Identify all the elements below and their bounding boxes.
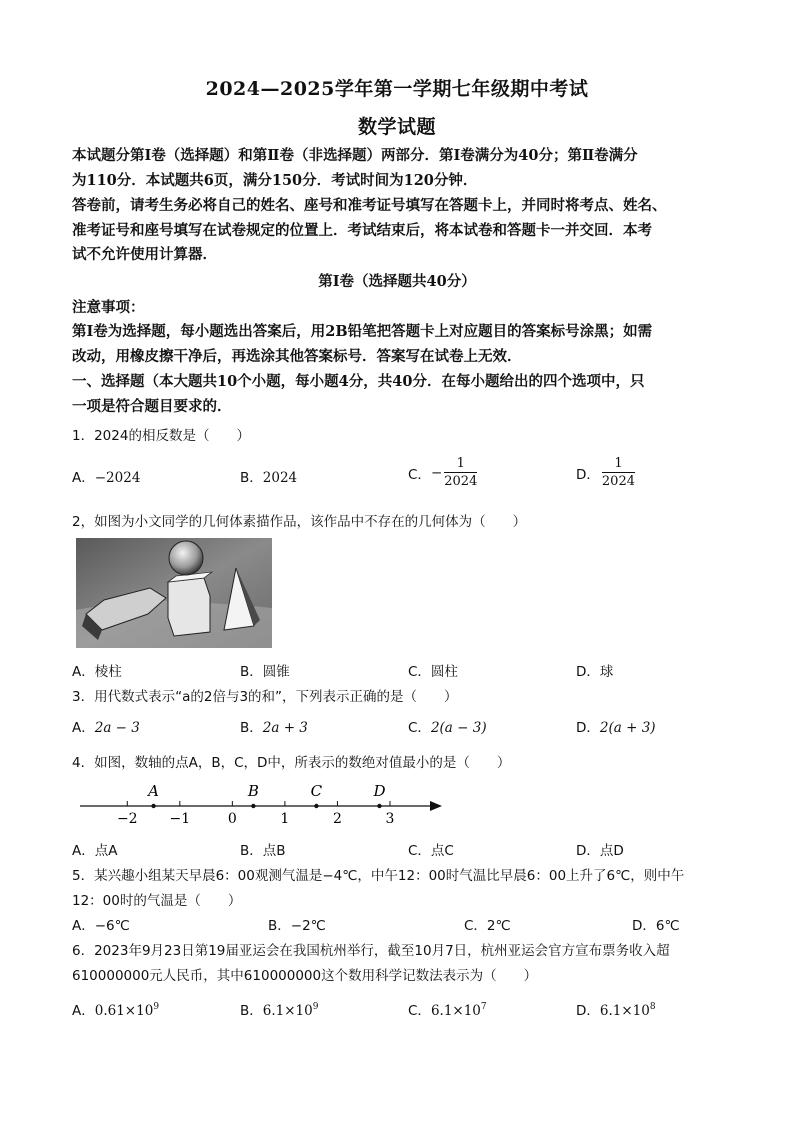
denominator: 2024 bbox=[601, 474, 635, 489]
notes-title: 注意事项： bbox=[72, 299, 145, 316]
question-4-stem: 4．如图，数轴的点A，B，C，D中，所表示的数绝对值最小的是（ ） bbox=[72, 755, 511, 771]
option-label: D． bbox=[576, 720, 600, 736]
option-base: 6.1×10 bbox=[599, 1003, 650, 1019]
section-heading: 第Ⅰ卷（选择题共40分） bbox=[318, 273, 476, 290]
intro-line: 准考证号和座号填写在试卷规定的位置上．考试结束后，将本试卷和答题卡一并交回．本考 bbox=[72, 221, 652, 239]
exam-title: 2024—2025学年第一学期七年级期中考试 bbox=[205, 78, 589, 100]
tick-label: −2 bbox=[116, 811, 138, 826]
notes-text bbox=[72, 320, 732, 369]
tick-label: 2 bbox=[332, 811, 342, 826]
number-line-svg bbox=[76, 776, 448, 826]
q2-option-b: B．圆锥 bbox=[240, 664, 290, 680]
option-exponent: 9 bbox=[153, 1002, 160, 1012]
question-1-stem: 1．2024的相反数是（ ） bbox=[72, 428, 250, 444]
q2-option-c: C．圆柱 bbox=[408, 664, 458, 680]
q1-option-a bbox=[72, 466, 140, 486]
number-line-figure bbox=[76, 776, 448, 830]
point-label: B bbox=[247, 782, 259, 800]
axis-arrow bbox=[430, 801, 442, 811]
part-line: 一、选择题（本大题共10个小题，每小题4分，共40分．在每小题给出的四个选项中，只 bbox=[72, 373, 645, 390]
subject-title: 数学试题 bbox=[357, 116, 436, 138]
option-label: C． bbox=[408, 720, 431, 736]
part-one-heading bbox=[72, 370, 732, 419]
part-line: 一项是符合题目要求的． bbox=[72, 397, 232, 415]
sphere-shape bbox=[169, 541, 203, 575]
q4-option-a: A．点A bbox=[72, 843, 118, 859]
point-label: C bbox=[310, 782, 323, 800]
option-label: C． bbox=[408, 467, 431, 483]
option-label: B． bbox=[240, 720, 263, 736]
q1-option-d bbox=[576, 456, 635, 490]
q6-option-a bbox=[72, 999, 159, 1019]
option-base: 0.61×10 bbox=[94, 1003, 154, 1019]
option-base: 6.1×10 bbox=[262, 1003, 313, 1019]
fraction bbox=[444, 456, 477, 490]
sketch-svg bbox=[76, 538, 272, 648]
point-b bbox=[251, 804, 255, 808]
option-value: 2a + 3 bbox=[262, 720, 308, 736]
numerator: 1 bbox=[444, 456, 477, 473]
q2-option-d: D．球 bbox=[576, 664, 614, 680]
numerator: 1 bbox=[602, 456, 635, 473]
option-label: B． bbox=[240, 1003, 263, 1019]
q5-option-d: D．6℃ bbox=[632, 918, 680, 934]
q3-option-c bbox=[408, 716, 487, 736]
q5-option-b: B．−2℃ bbox=[268, 918, 326, 934]
q1-option-b bbox=[240, 466, 297, 486]
option-value: 2024 bbox=[262, 470, 298, 486]
denominator: 2024 bbox=[444, 474, 478, 489]
option-exponent: 8 bbox=[649, 1002, 656, 1012]
option-label: A． bbox=[72, 720, 95, 736]
intro-line: 试不允许使用计算器． bbox=[72, 246, 217, 263]
q6-option-c bbox=[408, 999, 487, 1019]
option-value: 2(a + 3) bbox=[599, 720, 656, 736]
question-5-stem-line-1: 5．某兴趣小组某天早晨6：00观测气温是−4℃，中午12：00时气温比早晨6：00上升了6℃，则中午 bbox=[72, 868, 685, 884]
question-6-stem-line-2: 610000000元人民币，其中610000000这个数用科学记数法表示为（ ） bbox=[72, 968, 538, 984]
notes-line: 第Ⅰ卷为选择题，每小题选出答案后，用2B铅笔把答题卡上对应题目的答案标号涂黑；如需 bbox=[72, 323, 653, 340]
q3-option-b bbox=[240, 716, 308, 736]
intro-line: 答卷前，请考生务必将自己的姓名、座号和准考证号填写在答题卡上，并同时将考点、姓名、 bbox=[72, 197, 667, 214]
intro-line: 为110分．本试题共6页，满分150分．考试时间为120分钟． bbox=[72, 171, 478, 189]
option-label: D． bbox=[576, 467, 600, 483]
question-6-stem-line-1: 6．2023年9月23日第19届亚运会在我国杭州举行，截至10月7日，杭州亚运会官方宣布票务收入超 bbox=[72, 943, 670, 959]
option-label: A． bbox=[72, 470, 95, 486]
q4-option-b: B．点B bbox=[240, 843, 286, 859]
q3-option-d bbox=[576, 716, 656, 736]
fraction bbox=[602, 456, 635, 490]
q2-option-a: A．棱柱 bbox=[72, 664, 122, 680]
option-exponent: 9 bbox=[312, 1002, 319, 1012]
option-label: D． bbox=[576, 1003, 600, 1019]
option-label: C． bbox=[408, 1003, 431, 1019]
tick-label: 0 bbox=[227, 811, 237, 826]
q1-option-c bbox=[408, 456, 477, 490]
q5-option-c: C．2℃ bbox=[464, 918, 511, 934]
q4-option-d: D．点D bbox=[576, 843, 624, 859]
q6-option-d bbox=[576, 999, 656, 1019]
q6-option-b bbox=[240, 999, 318, 1019]
point-a bbox=[151, 804, 155, 808]
point-label: D bbox=[373, 782, 386, 800]
option-value: −2024 bbox=[94, 470, 141, 486]
option-label: A． bbox=[72, 1003, 95, 1019]
question-5-stem-line-2: 12：00时的气温是（ ） bbox=[72, 893, 242, 909]
notes-line: 改动，用橡皮擦干净后，再选涂其他答案标号．答案写在试卷上无效． bbox=[72, 347, 522, 365]
point-d bbox=[377, 804, 381, 808]
question-2-stem: 2，如图为小文同学的几何体素描作品，该作品中不存在的几何体为（ ） bbox=[72, 514, 527, 530]
geometry-sketch-image bbox=[76, 538, 272, 648]
intro-paragraph-1 bbox=[72, 144, 732, 193]
option-exponent: 7 bbox=[480, 1002, 487, 1012]
option-value: 2a − 3 bbox=[94, 720, 140, 736]
option-base: 6.1×10 bbox=[430, 1003, 481, 1019]
tick-label: −1 bbox=[169, 811, 191, 826]
tick-label: 3 bbox=[385, 811, 395, 826]
point-label: A bbox=[148, 782, 159, 800]
intro-line: 本试题分第Ⅰ卷（选择题）和第Ⅱ卷（非选择题）两部分．第Ⅰ卷满分为40分；第Ⅱ卷满分 bbox=[72, 147, 638, 164]
cube-shape bbox=[168, 578, 210, 636]
q4-option-c: C．点C bbox=[408, 843, 454, 859]
q3-option-a bbox=[72, 716, 140, 736]
option-sign: − bbox=[430, 465, 443, 481]
option-value: 2(a − 3) bbox=[430, 720, 487, 736]
intro-paragraph-2 bbox=[72, 194, 732, 268]
tick-label: 1 bbox=[280, 811, 290, 826]
point-c bbox=[314, 804, 318, 808]
question-3-stem: 3．用代数式表示“a的2倍与3的和”，下列表示正确的是（ ） bbox=[72, 689, 458, 705]
q5-option-a: A．−6℃ bbox=[72, 918, 130, 934]
option-label: B． bbox=[240, 470, 263, 486]
